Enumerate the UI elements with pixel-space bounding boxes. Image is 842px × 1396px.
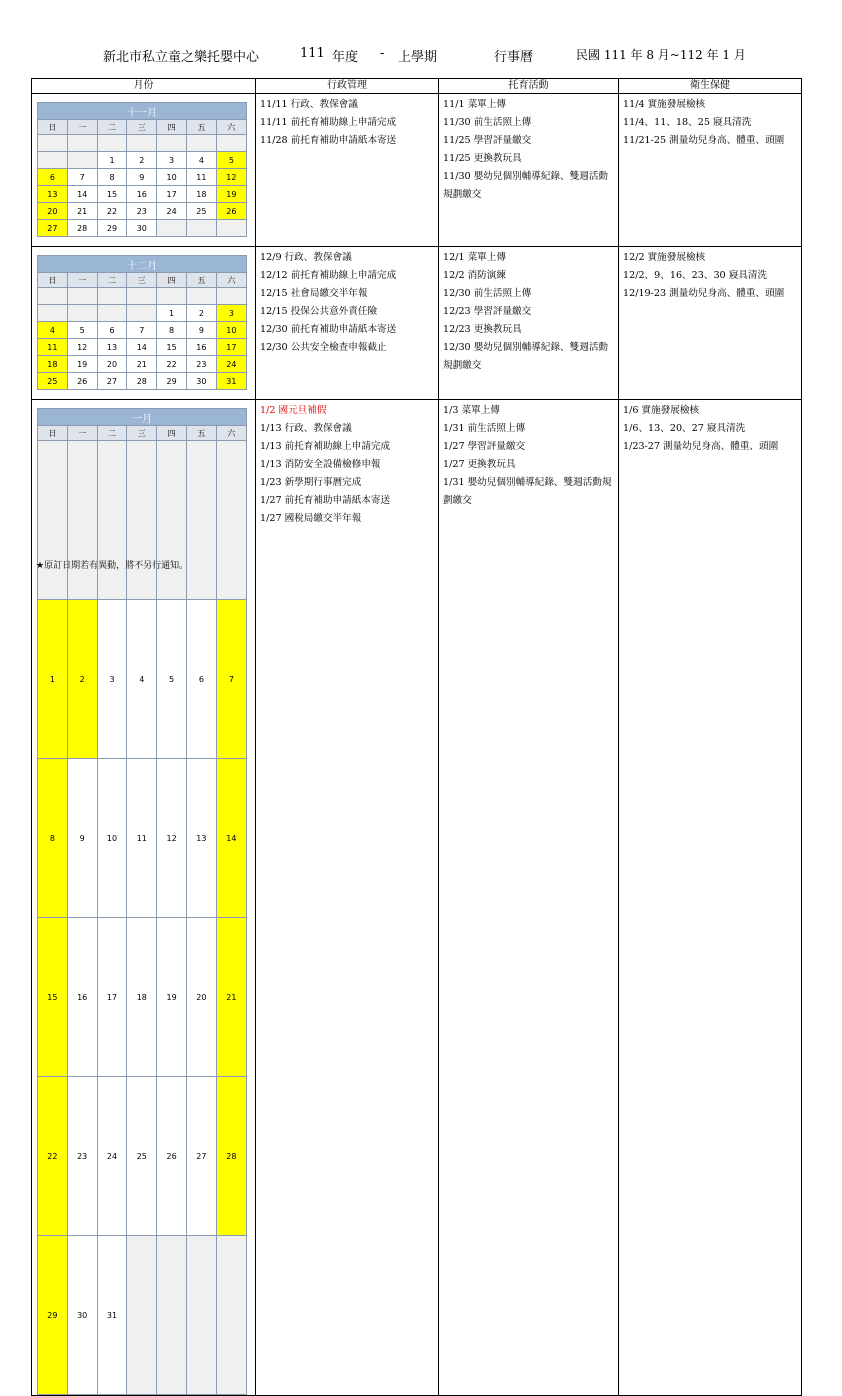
weekday-label: 五 bbox=[186, 120, 216, 135]
calendar-name: 行事曆 bbox=[494, 50, 534, 65]
calendar-day: 11 bbox=[186, 169, 216, 186]
calendar-blank-cell bbox=[186, 441, 216, 600]
care-column bbox=[439, 247, 619, 400]
schedule-item: 1/3 菜單上傳 bbox=[443, 405, 500, 416]
schedule-item: 12/15 投保公共意外責任險 bbox=[260, 306, 378, 317]
calendar-day: 1 bbox=[157, 305, 187, 322]
calendar-day: 13 bbox=[97, 339, 127, 356]
schedule-item: 1/27 學習評量繳交 bbox=[443, 441, 526, 452]
calendar-day: 21 bbox=[127, 356, 157, 373]
calendar-day: 4 bbox=[186, 152, 216, 169]
calendar-day: 2 bbox=[67, 600, 97, 759]
calendar-day: 6 bbox=[186, 600, 216, 759]
care-column bbox=[439, 94, 619, 247]
calendar-day: 25 bbox=[38, 373, 68, 390]
calendar-blank-cell bbox=[157, 441, 187, 600]
col-header-care: 托育活動 bbox=[439, 79, 619, 94]
org-name: 新北市私立童之樂托嬰中心 bbox=[103, 50, 260, 65]
admin-column bbox=[256, 94, 439, 247]
calendar-day: 30 bbox=[186, 373, 216, 390]
calendar-day: 23 bbox=[186, 356, 216, 373]
calendar-blank-cell bbox=[127, 135, 157, 152]
calendar-day: 31 bbox=[97, 1236, 127, 1395]
footnote: ★原訂日期若有異動，將不另行通知。 bbox=[36, 561, 189, 571]
schedule-item: 12/19-23 測量幼兒身高、體重、頭圍 bbox=[623, 288, 785, 299]
calendar-month-title: 十二月 bbox=[38, 256, 247, 273]
calendar-day: 12 bbox=[157, 759, 187, 918]
schedule-item: 12/12 前托育補助線上申請完成 bbox=[260, 270, 397, 281]
col-header-admin: 行政管理 bbox=[256, 79, 439, 94]
schedule-item: 12/2 實施發展檢核 bbox=[623, 252, 706, 263]
schedule-item: 1/23-27 測量幼兒身高、體重、頭圍 bbox=[623, 441, 779, 452]
calendar-day: 20 bbox=[38, 203, 68, 220]
calendar-day: 22 bbox=[157, 356, 187, 373]
calendar-day: 28 bbox=[127, 373, 157, 390]
calendar-day: 11 bbox=[127, 759, 157, 918]
calendar-day: 18 bbox=[127, 918, 157, 1077]
weekday-label: 三 bbox=[127, 120, 157, 135]
calendar-blank-cell bbox=[127, 441, 157, 600]
calendar-day: 14 bbox=[216, 759, 246, 918]
calendar-day: 27 bbox=[38, 220, 68, 237]
schedule-item: 11/4、11、18、25 寢具清洗 bbox=[623, 117, 752, 128]
year-label: 年度 bbox=[332, 50, 359, 65]
schedule-item: 11/30 前生活照上傳 bbox=[443, 117, 532, 128]
calendar-day: 24 bbox=[97, 1077, 127, 1236]
schedule-item: 11/25 學習評量繳交 bbox=[443, 135, 532, 146]
title-dash: - bbox=[380, 46, 385, 61]
schedule-item: 1/2 國元旦補假 bbox=[260, 405, 327, 416]
weekday-label: 二 bbox=[97, 426, 127, 441]
month-calendar-cell bbox=[32, 247, 256, 400]
calendar-day: 8 bbox=[38, 759, 68, 918]
weekday-label: 三 bbox=[127, 273, 157, 288]
schedule-item: 1/13 行政、教保會議 bbox=[260, 423, 352, 434]
calendar-day: 10 bbox=[216, 322, 246, 339]
calendar-day: 21 bbox=[67, 203, 97, 220]
schedule-item: 12/9 行政、教保會議 bbox=[260, 252, 352, 263]
weekday-label: 一 bbox=[67, 426, 97, 441]
month-section bbox=[32, 94, 802, 247]
calendar-day: 13 bbox=[38, 186, 68, 203]
schedule-item: 11/11 前托育補助線上申請完成 bbox=[260, 117, 397, 128]
schedule-item: 1/13 消防安全設備檢修申報 bbox=[260, 459, 381, 470]
calendar-blank-cell bbox=[97, 441, 127, 600]
admin-column bbox=[256, 247, 439, 400]
month-section bbox=[32, 247, 802, 400]
calendar-blank-cell bbox=[38, 305, 68, 322]
calendar-day: 3 bbox=[157, 152, 187, 169]
calendar-day: 17 bbox=[97, 918, 127, 1077]
schedule-item: 12/30 嬰幼兒個別輔導紀錄、雙週活動規劃繳交 bbox=[443, 342, 609, 371]
calendar-blank-cell bbox=[157, 1236, 187, 1395]
weekday-label: 二 bbox=[97, 120, 127, 135]
calendar-day: 28 bbox=[67, 220, 97, 237]
schedule-item: 11/30 嬰幼兒個別輔導紀錄、雙週活動規劃繳交 bbox=[443, 171, 609, 200]
schedule-item: 12/23 更換教玩具 bbox=[443, 324, 522, 335]
calendar-day: 10 bbox=[157, 169, 187, 186]
calendar-day: 22 bbox=[97, 203, 127, 220]
calendar-day: 8 bbox=[157, 322, 187, 339]
calendar-blank-cell bbox=[216, 288, 246, 305]
calendar-day: 27 bbox=[97, 373, 127, 390]
mini-calendar bbox=[37, 255, 247, 390]
calendar-blank-cell bbox=[157, 288, 187, 305]
calendar-day: 26 bbox=[216, 203, 246, 220]
calendar-blank-cell bbox=[67, 288, 97, 305]
calendar-day: 20 bbox=[97, 356, 127, 373]
calendar-day: 11 bbox=[38, 339, 68, 356]
calendar-day: 10 bbox=[97, 759, 127, 918]
calendar-day: 24 bbox=[157, 203, 187, 220]
calendar-day: 19 bbox=[157, 918, 187, 1077]
month-section bbox=[32, 400, 802, 1396]
schedule-table bbox=[31, 78, 802, 1396]
calendar-day: 12 bbox=[67, 339, 97, 356]
schedule-item: 11/25 更換教玩具 bbox=[443, 153, 522, 164]
schedule-item: 1/13 前托育補助線上申請完成 bbox=[260, 441, 391, 452]
calendar-day: 5 bbox=[216, 152, 246, 169]
schedule-item: 1/6、13、20、27 寢具清洗 bbox=[623, 423, 746, 434]
calendar-day: 1 bbox=[38, 600, 68, 759]
calendar-day: 23 bbox=[67, 1077, 97, 1236]
calendar-day: 15 bbox=[97, 186, 127, 203]
schedule-item: 1/6 實施發展檢核 bbox=[623, 405, 700, 416]
calendar-day: 6 bbox=[97, 322, 127, 339]
calendar-day: 7 bbox=[127, 322, 157, 339]
calendar-day: 8 bbox=[97, 169, 127, 186]
calendar-day: 26 bbox=[157, 1077, 187, 1236]
calendar-day: 20 bbox=[186, 918, 216, 1077]
calendar-blank-cell bbox=[186, 220, 216, 237]
calendar-day: 2 bbox=[186, 305, 216, 322]
calendar-blank-cell bbox=[38, 152, 68, 169]
calendar-day: 19 bbox=[67, 356, 97, 373]
calendar-day: 25 bbox=[186, 203, 216, 220]
weekday-label: 一 bbox=[67, 120, 97, 135]
calendar-day: 30 bbox=[67, 1236, 97, 1395]
calendar-blank-cell bbox=[67, 152, 97, 169]
calendar-blank-cell bbox=[216, 441, 246, 600]
calendar-blank-cell bbox=[127, 1236, 157, 1395]
calendar-day: 13 bbox=[186, 759, 216, 918]
schedule-item: 12/30 前生活照上傳 bbox=[443, 288, 532, 299]
calendar-day: 21 bbox=[216, 918, 246, 1077]
schedule-item: 1/27 更換教玩具 bbox=[443, 459, 516, 470]
schedule-item: 12/15 社會局繳交半年報 bbox=[260, 288, 368, 299]
schedule-item: 12/30 公共安全檢查申報截止 bbox=[260, 342, 387, 353]
header-row bbox=[32, 79, 802, 94]
calendar-day: 26 bbox=[67, 373, 97, 390]
care-column bbox=[439, 400, 619, 1396]
calendar-blank-cell bbox=[38, 441, 68, 600]
schedule-item: 11/28 前托育補助申請紙本寄送 bbox=[260, 135, 397, 146]
calendar-day: 24 bbox=[216, 356, 246, 373]
calendar-blank-cell bbox=[67, 135, 97, 152]
schedule-item: 12/23 學習評量繳交 bbox=[443, 306, 532, 317]
admin-column bbox=[256, 400, 439, 1396]
calendar-day: 19 bbox=[216, 186, 246, 203]
calendar-day: 3 bbox=[216, 305, 246, 322]
schedule-item: 12/1 菜單上傳 bbox=[443, 252, 506, 263]
col-header-month: 月份 bbox=[32, 79, 256, 94]
calendar-day: 4 bbox=[38, 322, 68, 339]
calendar-day: 15 bbox=[157, 339, 187, 356]
schedule-item: 1/27 前托育補助申請紙本寄送 bbox=[260, 495, 391, 506]
schedule-item: 12/2 消防演練 bbox=[443, 270, 506, 281]
calendar-day: 4 bbox=[127, 600, 157, 759]
calendar-month-title: 一月 bbox=[38, 409, 247, 426]
calendar-day: 6 bbox=[38, 169, 68, 186]
calendar-blank-cell bbox=[216, 220, 246, 237]
calendar-blank-cell bbox=[216, 1236, 246, 1395]
calendar-blank-cell bbox=[186, 288, 216, 305]
calendar-day: 18 bbox=[38, 356, 68, 373]
calendar-day: 3 bbox=[97, 600, 127, 759]
weekday-label: 日 bbox=[38, 426, 68, 441]
schedule-item: 12/2、9、16、23、30 寢具清洗 bbox=[623, 270, 768, 281]
calendar-day: 7 bbox=[67, 169, 97, 186]
mini-calendar bbox=[37, 408, 247, 1395]
calendar-blank-cell bbox=[97, 305, 127, 322]
calendar-day: 14 bbox=[67, 186, 97, 203]
schedule-item: 12/30 前托育補助申請紙本寄送 bbox=[260, 324, 397, 335]
calendar-blank-cell bbox=[216, 135, 246, 152]
weekday-label: 三 bbox=[127, 426, 157, 441]
calendar-day: 25 bbox=[127, 1077, 157, 1236]
schedule-item: 11/21-25 測量幼兒身高、體重、頭圍 bbox=[623, 135, 785, 146]
schedule-item: 1/23 新學期行事曆完成 bbox=[260, 477, 362, 488]
calendar-month-title: 十一月 bbox=[38, 103, 247, 120]
weekday-label: 六 bbox=[216, 426, 246, 441]
weekday-label: 日 bbox=[38, 273, 68, 288]
calendar-blank-cell bbox=[157, 135, 187, 152]
schedule-item: 1/31 嬰幼兒個別輔導紀錄、雙週活動規劃繳交 bbox=[443, 477, 612, 506]
calendar-day: 17 bbox=[216, 339, 246, 356]
schedule-item: 11/4 實施發展檢核 bbox=[623, 99, 706, 110]
weekday-label: 五 bbox=[186, 273, 216, 288]
mini-calendar bbox=[37, 102, 247, 237]
weekday-label: 六 bbox=[216, 273, 246, 288]
calendar-day: 29 bbox=[97, 220, 127, 237]
calendar-day: 22 bbox=[38, 1077, 68, 1236]
calendar-day: 17 bbox=[157, 186, 187, 203]
calendar-blank-cell bbox=[157, 220, 187, 237]
weekday-label: 四 bbox=[157, 426, 187, 441]
calendar-blank-cell bbox=[67, 305, 97, 322]
calendar-day: 1 bbox=[97, 152, 127, 169]
calendar-day: 31 bbox=[216, 373, 246, 390]
calendar-day: 16 bbox=[186, 339, 216, 356]
calendar-day: 5 bbox=[157, 600, 187, 759]
weekday-label: 六 bbox=[216, 120, 246, 135]
calendar-day: 27 bbox=[186, 1077, 216, 1236]
calendar-blank-cell bbox=[97, 135, 127, 152]
weekday-label: 二 bbox=[97, 273, 127, 288]
weekday-label: 四 bbox=[157, 273, 187, 288]
school-year: 111 bbox=[300, 46, 325, 61]
calendar-day: 12 bbox=[216, 169, 246, 186]
calendar-day: 29 bbox=[38, 1236, 68, 1395]
schedule-item: 1/31 前生活照上傳 bbox=[443, 423, 526, 434]
calendar-blank-cell bbox=[186, 135, 216, 152]
calendar-day: 18 bbox=[186, 186, 216, 203]
health-column bbox=[619, 247, 802, 400]
calendar-blank-cell bbox=[67, 441, 97, 600]
schedule-item: 11/1 菜單上傳 bbox=[443, 99, 506, 110]
calendar-day: 9 bbox=[186, 322, 216, 339]
calendar-blank-cell bbox=[38, 288, 68, 305]
calendar-blank-cell bbox=[127, 305, 157, 322]
schedule-item: 1/27 國稅局繳交半年報 bbox=[260, 513, 362, 524]
calendar-blank-cell bbox=[97, 288, 127, 305]
calendar-day: 28 bbox=[216, 1077, 246, 1236]
calendar-blank-cell bbox=[127, 288, 157, 305]
date-range: 民國 111 年 8 月~112 年 1 月 bbox=[576, 48, 746, 62]
calendar-day: 9 bbox=[67, 759, 97, 918]
schedule-item: 11/11 行政、教保會議 bbox=[260, 99, 358, 110]
calendar-day: 16 bbox=[127, 186, 157, 203]
calendar-day: 14 bbox=[127, 339, 157, 356]
calendar-day: 29 bbox=[157, 373, 187, 390]
weekday-label: 五 bbox=[186, 426, 216, 441]
health-column bbox=[619, 400, 802, 1396]
term-label: 上學期 bbox=[398, 50, 438, 65]
weekday-label: 日 bbox=[38, 120, 68, 135]
month-calendar-cell bbox=[32, 94, 256, 247]
calendar-blank-cell bbox=[186, 1236, 216, 1395]
calendar-day: 23 bbox=[127, 203, 157, 220]
calendar-day: 7 bbox=[216, 600, 246, 759]
col-header-health: 衛生保健 bbox=[619, 79, 802, 94]
calendar-day: 16 bbox=[67, 918, 97, 1077]
weekday-label: 一 bbox=[67, 273, 97, 288]
calendar-day: 30 bbox=[127, 220, 157, 237]
weekday-label: 四 bbox=[157, 120, 187, 135]
calendar-day: 15 bbox=[38, 918, 68, 1077]
calendar-blank-cell bbox=[38, 135, 68, 152]
calendar-day: 9 bbox=[127, 169, 157, 186]
calendar-day: 5 bbox=[67, 322, 97, 339]
month-calendar-cell bbox=[32, 400, 256, 1396]
health-column bbox=[619, 94, 802, 247]
calendar-day: 2 bbox=[127, 152, 157, 169]
